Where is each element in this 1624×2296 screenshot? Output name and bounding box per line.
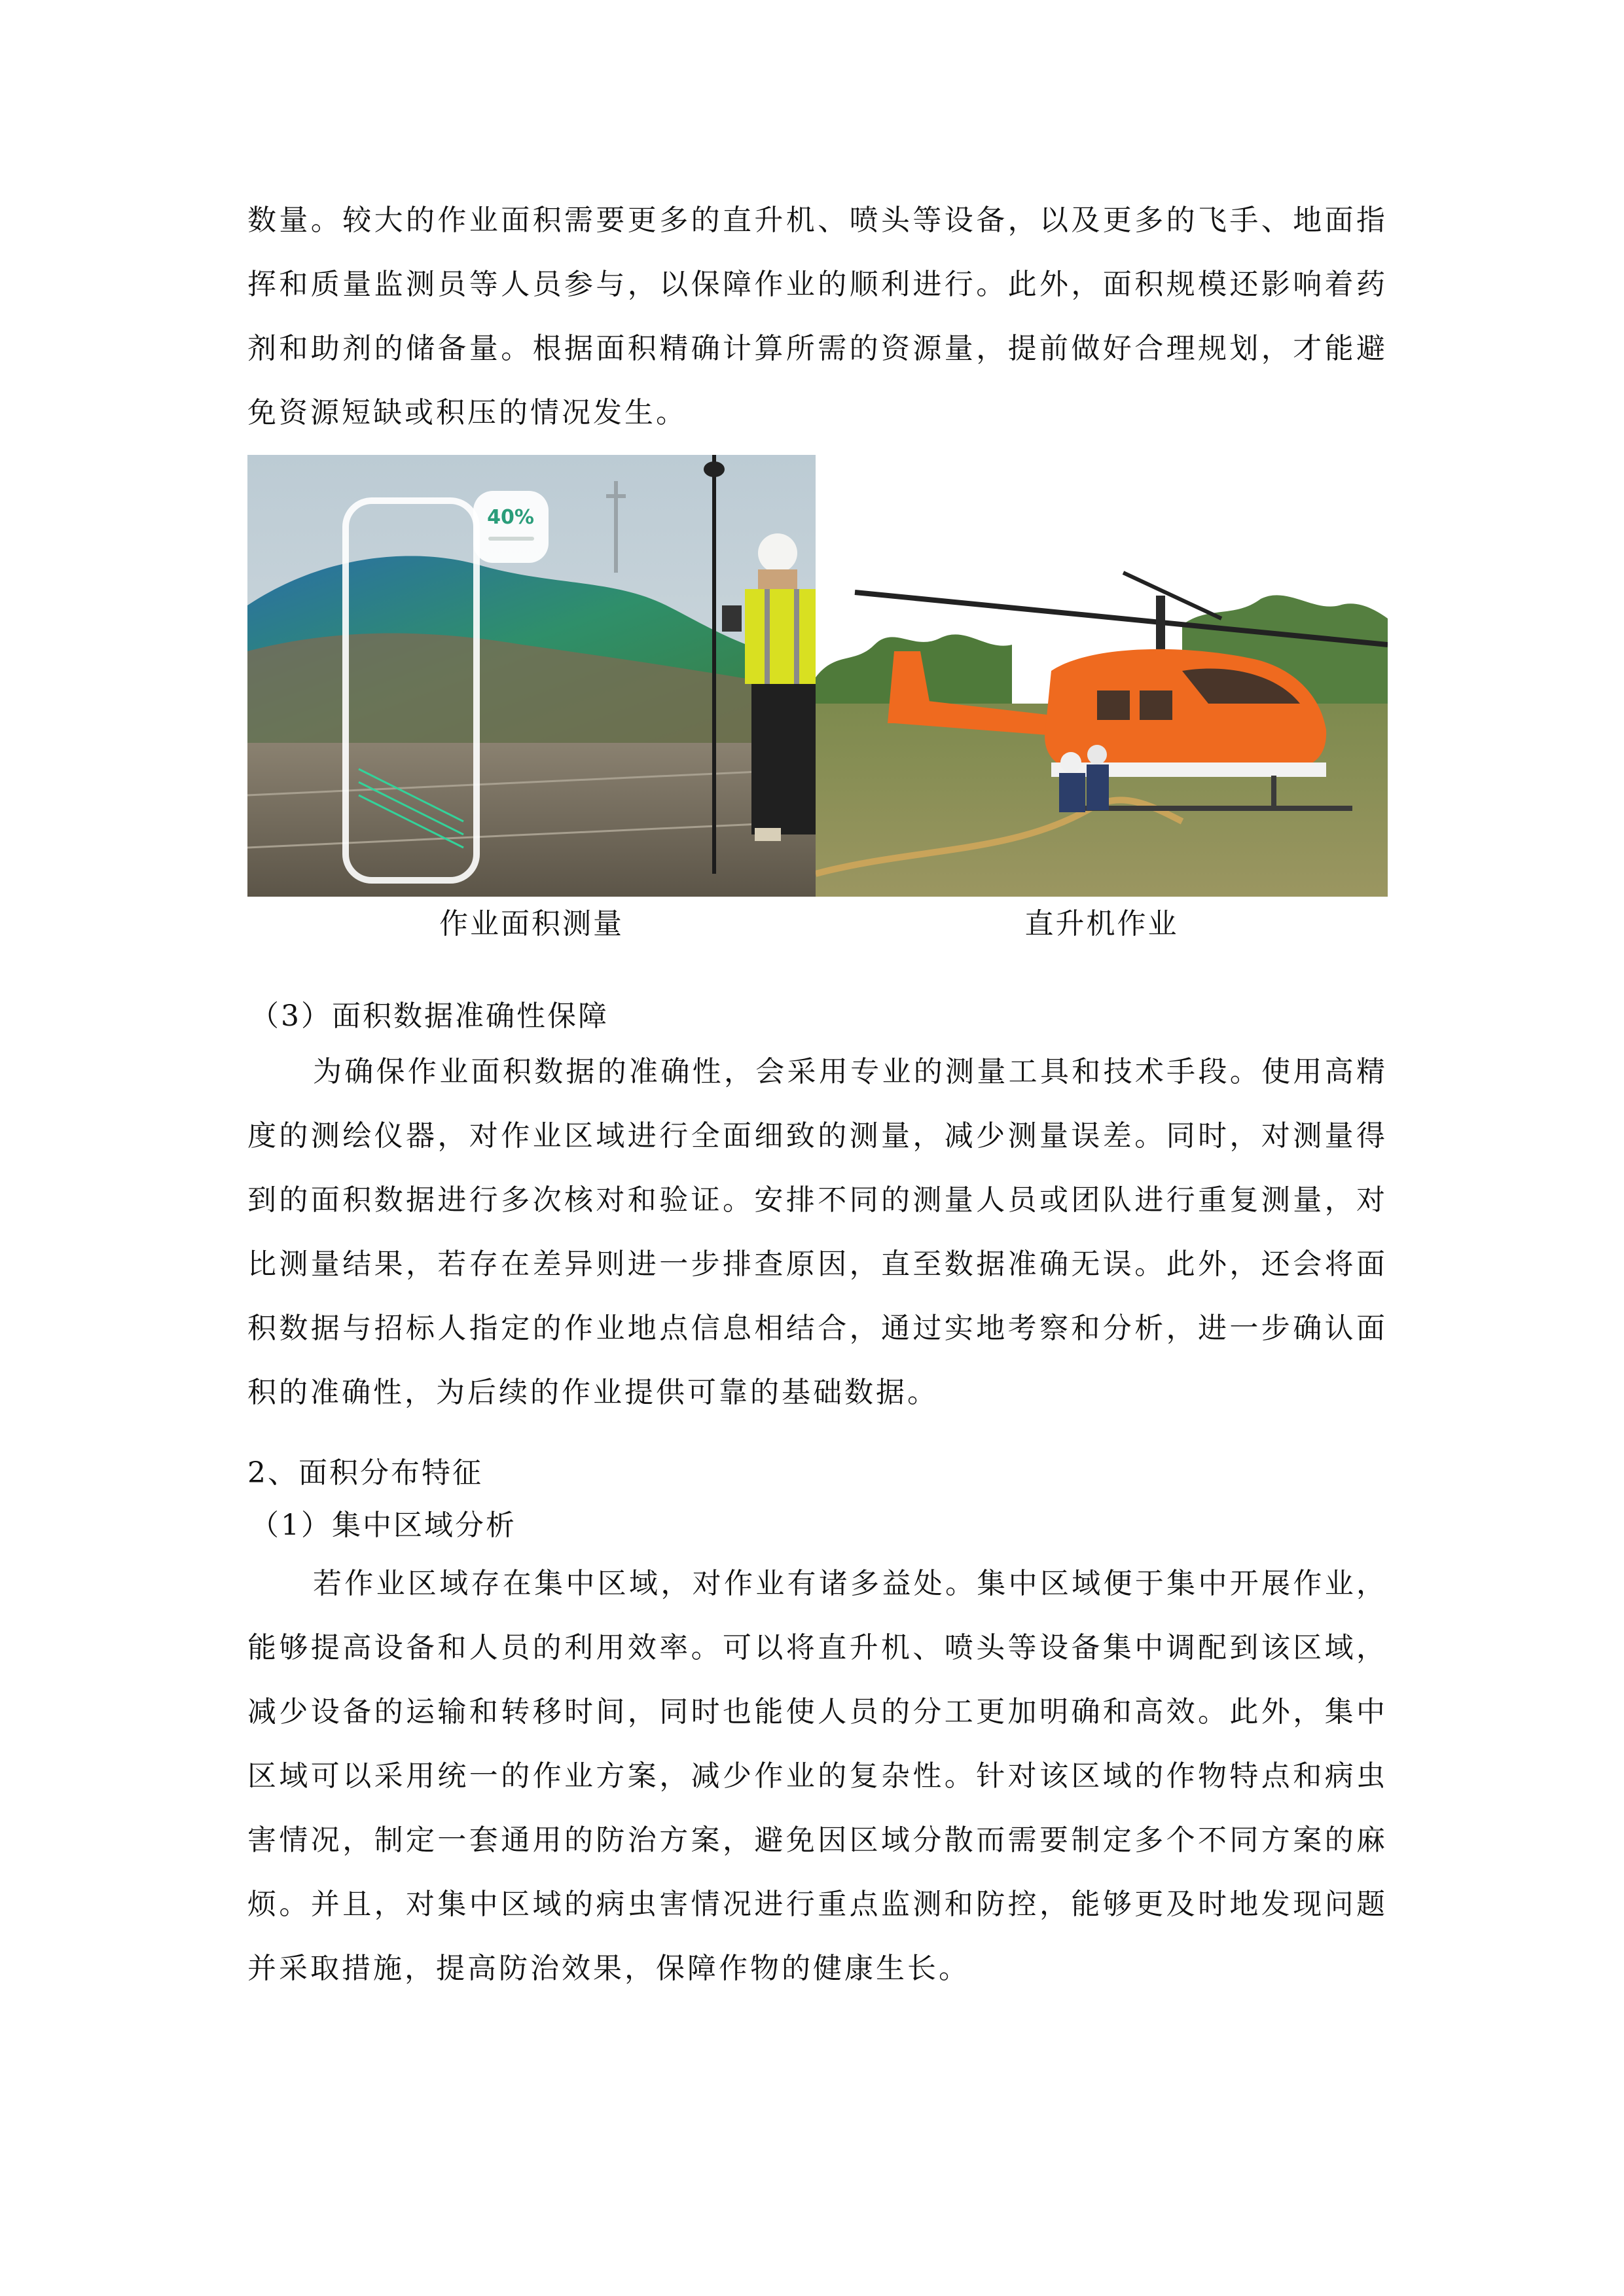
area-measurement-photo [247, 455, 816, 897]
section-heading-distribution: 2、面积分布特征 [247, 1456, 483, 1490]
figure-caption-right: 直升机作业 [1024, 907, 1179, 941]
helicopter-operation-photo [816, 455, 1388, 897]
intro-text: 数量。较大的作业面积需要更多的直升机、喷头等设备，以及更多的飞手、地面指挥和质量监测员等人员参与，以保障作业的顺利进行。此外，面积规模还影响着药剂和助剂的储备量。根据面积精确计算所需的资源量，提前做好合理规划，才能避免资源短缺或积压的情况发生。 [247, 204, 1388, 429]
accuracy-paragraph [247, 1040, 1388, 1425]
intro-paragraph [247, 188, 1388, 445]
progress-badge-value: 40% [487, 506, 534, 529]
section-heading-accuracy: （3）面积数据准确性保障 [250, 999, 609, 1033]
concentrated-paragraph [247, 1552, 1388, 2001]
sub-heading-concentrated: （1）集中区域分析 [250, 1509, 516, 1542]
concentrated-text: 若作业区域存在集中区域，对作业有诸多益处。集中区域便于集中开展作业，能够提高设备和人员的利用效率。可以将直升机、喷头等设备集中调配到该区域，减少设备的运输和转移时间，同时也能使人员的分工更加明确和高效。此外，集中区域可以采用统一的作业方案，减少作业的复杂性。针对该区域的作物特点和病虫害情况，制定一套通用的防治方案，避免因区域分散而需要制定多个不同方案的麻烦。并且，对集中区域的病虫害情况进行重点监测和防控，能够更及时地发现问题并采取措施，提高防治效果，保障作物的健康生长。 [247, 1567, 1388, 1985]
accuracy-text: 为确保作业面积数据的准确性，会采用专业的测量工具和技术手段。使用高精度的测绘仪器，对作业区域进行全面细致的测量，减少测量误差。同时，对测量得到的面积数据进行多次核对和验证。安排不同的测量人员或团队进行重复测量，对比测量结果，若存在差异则进一步排查原因，直至数据准确无误。此外，还会将面积数据与招标人指定的作业地点信息相结合，通过实地考察和分析，进一步确认面积的准确性，为后续的作业提供可靠的基础数据。 [247, 1055, 1388, 1409]
figure-caption-left: 作业面积测量 [439, 907, 624, 941]
